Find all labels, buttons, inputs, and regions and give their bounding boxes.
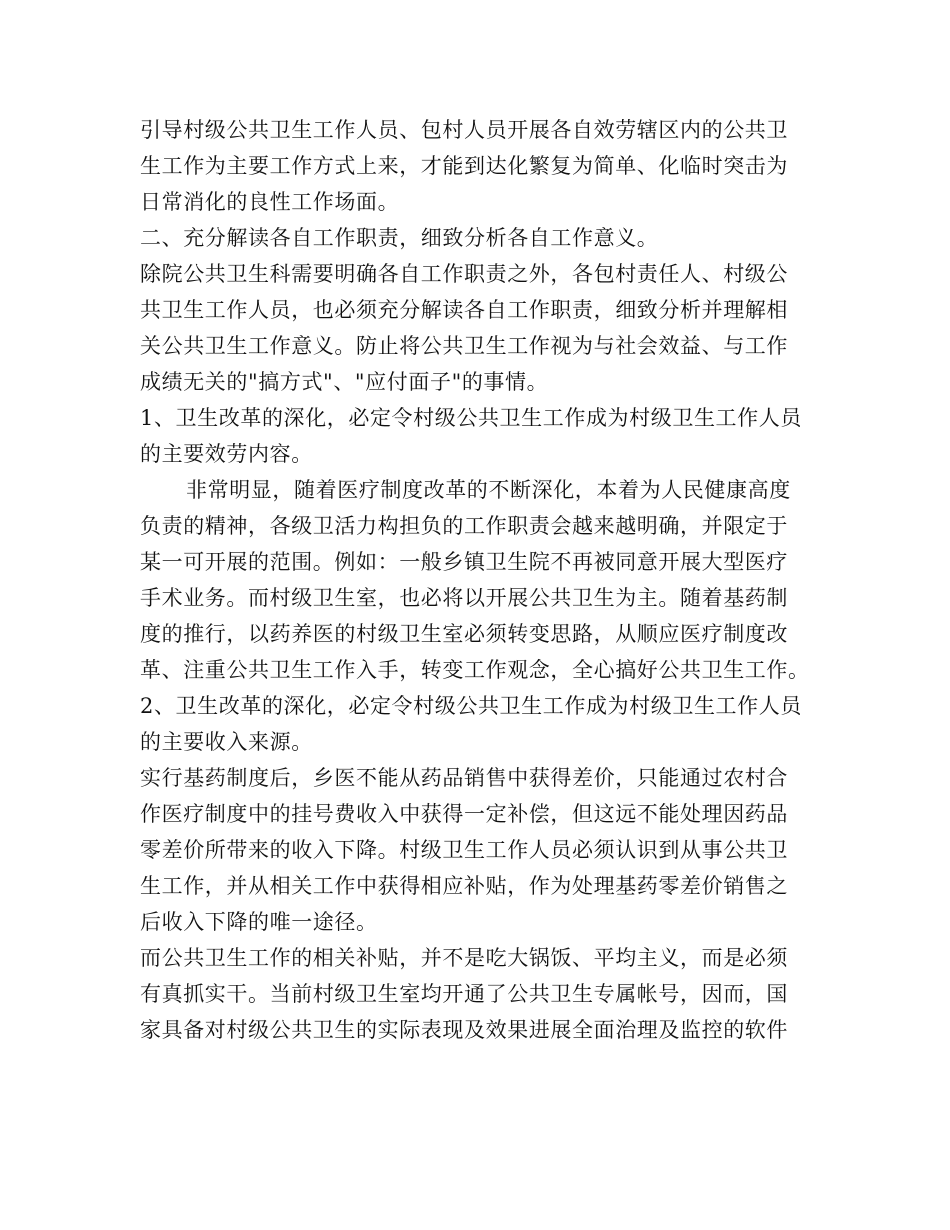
text-line: 除院公共卫生科需要明确各自工作职责之外，各包村责任人、村级公 <box>140 262 788 286</box>
text-line: 度的推行，以药养医的村级卫生室必须转变思路，从顺应医疗制度改 <box>140 622 788 646</box>
text-line: 革、注重公共卫生工作入手，转变工作观念，全心搞好公共卫生工作。 <box>140 658 810 682</box>
text-line: 作医疗制度中的挂号费收入中获得一定补偿，但这远不能处理因药品 <box>140 802 788 826</box>
text-line: 家具备对村级公共卫生的实际表现及效果进展全面治理及监控的软件 <box>140 1018 788 1042</box>
text-line: 生工作，并从相关工作中获得相应补贴，作为处理基药零差价销售之 <box>140 874 788 898</box>
text-line: 引导村级公共卫生工作人员、包村人员开展各自效劳辖区内的公共卫 <box>140 118 788 142</box>
text-line: 实行基药制度后，乡医不能从药品销售中获得差价，只能通过农村合 <box>140 766 788 790</box>
text-line: 而公共卫生工作的相关补贴，并不是吃大锅饭、平均主义，而是必须 <box>140 946 788 970</box>
text-line: 共卫生工作人员，也必须充分解读各自工作职责，细致分析并理解相 <box>140 298 788 322</box>
text-line: 后收入下降的唯一途径。 <box>140 910 378 934</box>
text-line: 日常消化的良性工作场面。 <box>140 190 400 214</box>
text-line: 有真抓实干。当前村级卫生室均开通了公共卫生专属帐号，因而，国 <box>140 982 788 1006</box>
text-line: 二、充分解读各自工作职责，细致分析各自工作意义。 <box>140 226 659 250</box>
text-line: 某一可开展的范围。例如：一般乡镇卫生院不再被同意开展大型医疗 <box>140 550 788 574</box>
text-line: 2、卫生改革的深化，必定令村级公共卫生工作成为村级卫生工作人员 <box>140 694 802 718</box>
text-line: 手术业务。而村级卫生室，也必将以开展公共卫生为主。随着基药制 <box>140 586 788 610</box>
text-line: 成绩无关的"搞方式"、"应付面子"的事情。 <box>140 370 549 394</box>
text-line: 1、卫生改革的深化，必定令村级公共卫生工作成为村级卫生工作人员 <box>140 406 802 430</box>
text-line: 生工作为主要工作方式上来，才能到达化繁复为简单、化临时突击为 <box>140 154 788 178</box>
text-line: 的主要效劳内容。 <box>140 442 313 466</box>
text-line: 非常明显，随着医疗制度改革的不断深化，本着为人民健康高度 <box>186 478 791 502</box>
text-line: 零差价所带来的收入下降。村级卫生工作人员必须认识到从事公共卫 <box>140 838 788 862</box>
text-line: 负责的精神，各级卫活力构担负的工作职责会越来越明确，并限定于 <box>140 514 788 538</box>
text-line: 的主要收入来源。 <box>140 730 313 754</box>
text-line: 关公共卫生工作意义。防止将公共卫生工作视为与社会效益、与工作 <box>140 334 788 358</box>
document-body <box>140 112 812 1048</box>
